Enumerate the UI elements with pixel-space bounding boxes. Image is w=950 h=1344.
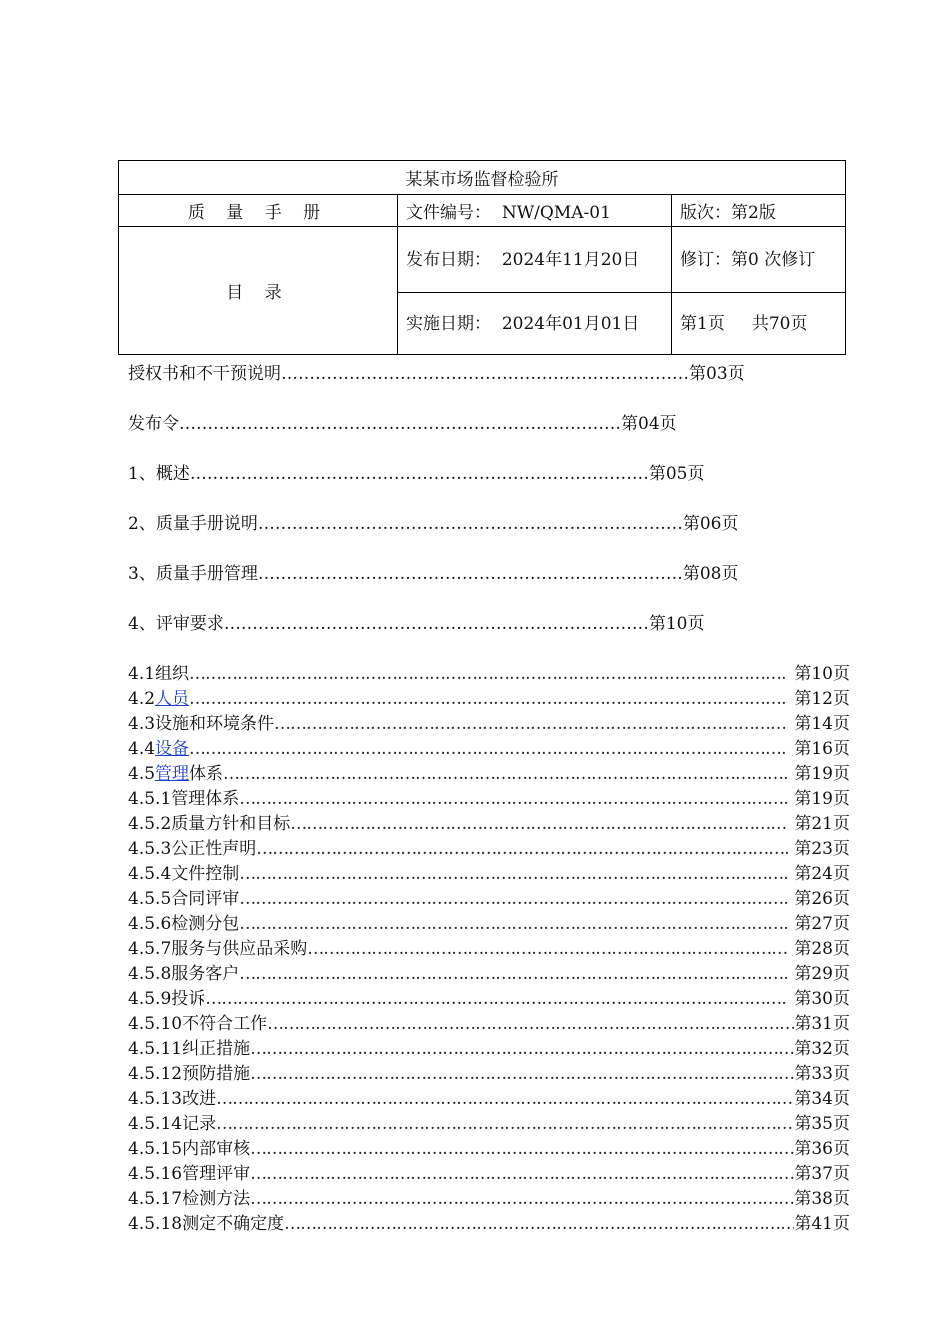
toc-leader — [189, 662, 788, 687]
toc-entry[interactable] — [128, 1137, 850, 1162]
toc-entry-title: 4、评审要求 — [128, 614, 224, 634]
release-date: 2024年11月20日 — [501, 249, 640, 270]
toc-leader — [239, 962, 788, 987]
toc-entry-link[interactable]: 人员 — [155, 689, 190, 709]
toc-leader — [250, 1137, 794, 1162]
table-of-contents — [128, 362, 850, 1237]
toc-entry-page: 第16页 — [794, 739, 850, 759]
toc-entry-page: 第10页 — [648, 614, 705, 634]
edition: 版次：第2版 — [672, 195, 846, 227]
toc-entry-title: 管理体系 — [171, 789, 240, 809]
document-header-table — [118, 160, 846, 355]
toc-entry-page: 第34页 — [794, 1089, 850, 1109]
toc-entry-title: 质量方针和目标 — [171, 814, 291, 834]
toc-entry-title: 投诉 — [171, 989, 206, 1009]
toc-entry-title: 体系 — [189, 764, 224, 784]
toc-leader — [250, 1162, 794, 1187]
toc-entry-title: 合同评审 — [171, 889, 240, 909]
document-number-cell — [398, 195, 672, 227]
toc-entry-title: 检测方法 — [182, 1189, 251, 1209]
toc-entry-number: 4.5.1 — [128, 789, 172, 809]
page-number: 第1页 — [680, 313, 725, 334]
total-pages: 共70页 — [751, 313, 808, 334]
toc-leader — [250, 1037, 794, 1062]
toc-entry-number: 4.1 — [128, 664, 156, 684]
toc-leader — [189, 737, 788, 762]
toc-entry-page: 第08页 — [682, 564, 739, 584]
toc-leader: …………………………………………………………………… — [179, 414, 621, 434]
toc-entry-title: 公正性声明 — [171, 839, 257, 859]
toc-entry-page: 第31页 — [794, 1014, 850, 1034]
toc-entry-page: 第36页 — [794, 1139, 850, 1159]
toc-entry[interactable] — [128, 712, 850, 737]
toc-entry-number: 4.5.14 — [128, 1114, 183, 1134]
toc-entry-page: 第06页 — [682, 514, 739, 534]
toc-entry[interactable] — [128, 512, 850, 562]
toc-entry-number: 4.5 — [128, 764, 156, 784]
toc-entry-number: 4.5.8 — [128, 964, 172, 984]
toc-entry-number: 4.5.16 — [128, 1164, 183, 1184]
toc-entry-title: 组织 — [155, 664, 190, 684]
toc-entry[interactable] — [128, 837, 850, 862]
toc-entry-link[interactable]: 设备 — [155, 739, 190, 759]
toc-leader — [256, 837, 788, 862]
toc-entry-number: 4.5.18 — [128, 1214, 183, 1234]
toc-entry-title: 内部审核 — [182, 1139, 251, 1159]
toc-leader — [216, 1087, 794, 1112]
toc-leader — [239, 912, 788, 937]
organization-name: 某某市场监督检验所 — [119, 161, 846, 195]
document-number-label: 文件编号： — [406, 203, 491, 223]
toc-entry-title: 文件控制 — [171, 864, 240, 884]
toc-entry-number: 4.5.12 — [128, 1064, 183, 1084]
toc-leader — [250, 1062, 794, 1087]
toc-entry[interactable] — [128, 462, 850, 512]
toc-entry-title: 2、质量手册说明 — [128, 514, 258, 534]
toc-leader — [250, 1187, 794, 1212]
effective-date-label: 实施日期： — [406, 313, 491, 334]
toc-leader: ……………………………………………………………………… — [189, 464, 649, 484]
toc-entry[interactable] — [128, 912, 850, 937]
toc-entry-page: 第24页 — [794, 864, 850, 884]
toc-entry-title: 改进 — [182, 1089, 217, 1109]
toc-leader: ……………………………………………………………… — [281, 364, 689, 384]
toc-entry-number: 4.5.17 — [128, 1189, 183, 1209]
toc-entry[interactable] — [128, 937, 850, 962]
toc-entry[interactable] — [128, 1037, 850, 1062]
toc-entry[interactable] — [128, 412, 850, 462]
toc-entry[interactable] — [128, 362, 850, 412]
toc-entry-page: 第05页 — [648, 464, 705, 484]
toc-entry-number: 4.5.13 — [128, 1089, 183, 1109]
toc-entry-number: 4.5.2 — [128, 814, 172, 834]
toc-entry[interactable] — [128, 1162, 850, 1187]
toc-entry[interactable] — [128, 762, 850, 787]
toc-entry-page: 第30页 — [794, 989, 850, 1009]
toc-entry-title: 1、概述 — [128, 464, 190, 484]
effective-date-cell — [398, 293, 672, 355]
toc-entry-title: 设施和环境条件 — [155, 714, 275, 734]
toc-leader — [239, 787, 788, 812]
toc-entry-page: 第10页 — [794, 664, 850, 684]
toc-entry-page: 第21页 — [794, 814, 850, 834]
toc-entry-title: 不符合工作 — [182, 1014, 268, 1034]
toc-leader — [216, 1112, 794, 1137]
toc-entry-number: 4.5.10 — [128, 1014, 183, 1034]
toc-leader — [274, 712, 788, 737]
toc-entry-page: 第33页 — [794, 1064, 850, 1084]
toc-entry-number: 4.5.3 — [128, 839, 172, 859]
toc-entry-title: 服务与供应品采购 — [171, 939, 308, 959]
toc-entry[interactable] — [128, 1062, 850, 1087]
toc-entry-page: 第12页 — [794, 689, 850, 709]
toc-leader — [239, 887, 788, 912]
toc-leader — [205, 987, 788, 1012]
effective-date: 2024年01月01日 — [501, 313, 640, 334]
toc-entry[interactable] — [128, 662, 850, 687]
toc-leader: ………………………………………………………………… — [223, 614, 649, 634]
toc-entry-link[interactable]: 管理 — [155, 764, 190, 784]
toc-entry-page: 第41页 — [794, 1214, 850, 1234]
toc-entry[interactable] — [128, 787, 850, 812]
toc-leader — [284, 1212, 794, 1237]
toc-entry-number: 4.5.7 — [128, 939, 172, 959]
toc-entry-page: 第28页 — [794, 939, 850, 959]
toc-entry-page: 第19页 — [794, 789, 850, 809]
toc-entry-page: 第04页 — [621, 414, 677, 434]
toc-entry-page: 第03页 — [689, 364, 745, 384]
toc-leader — [189, 687, 788, 712]
toc-leader — [223, 762, 788, 787]
toc-entry-title: 纠正措施 — [182, 1039, 251, 1059]
toc-entry-number: 4.5.5 — [128, 889, 172, 909]
toc-entry-page: 第29页 — [794, 964, 850, 984]
toc-entry[interactable] — [128, 1012, 850, 1037]
toc-entry-page: 第35页 — [794, 1114, 850, 1134]
toc-entry-page: 第27页 — [794, 914, 850, 934]
toc-entry-number: 4.2 — [128, 689, 156, 709]
toc-entry-number: 4.3 — [128, 714, 156, 734]
toc-entry-title: 测定不确定度 — [182, 1214, 285, 1234]
toc-entry[interactable] — [128, 1087, 850, 1112]
toc-entry[interactable] — [128, 862, 850, 887]
toc-entry-number: 4.4 — [128, 739, 156, 759]
toc-entry[interactable] — [128, 737, 850, 762]
toc-entry-title: 发布令 — [128, 414, 179, 434]
toc-entry-page: 第32页 — [794, 1039, 850, 1059]
toc-entry[interactable] — [128, 562, 850, 612]
toc-entry[interactable] — [128, 1187, 850, 1212]
toc-leader — [307, 937, 788, 962]
page-info-cell — [672, 293, 846, 355]
toc-entry[interactable] — [128, 1112, 850, 1137]
toc-entry[interactable] — [128, 887, 850, 912]
toc-entry-title: 授权书和不干预说明 — [128, 364, 281, 384]
manual-title: 质 量 手 册 — [119, 195, 398, 227]
toc-leader: ………………………………………………………………… — [257, 514, 683, 534]
toc-entry-number: 4.5.9 — [128, 989, 172, 1009]
toc-entry-page: 第19页 — [794, 764, 850, 784]
document-number: NW/QMA-01 — [501, 203, 611, 223]
toc-entry-title: 服务客户 — [171, 964, 240, 984]
toc-entry-page: 第37页 — [794, 1164, 850, 1184]
toc-entry-number: 4.5.15 — [128, 1139, 183, 1159]
toc-entry-page: 第23页 — [794, 839, 850, 859]
toc-entry-title: 检测分包 — [171, 914, 240, 934]
toc-title: 目 录 — [119, 227, 398, 355]
toc-entry-number: 4.5.11 — [128, 1039, 183, 1059]
toc-entry-number: 4.5.4 — [128, 864, 172, 884]
toc-entry-number: 4.5.6 — [128, 914, 172, 934]
toc-entry-page: 第38页 — [794, 1189, 850, 1209]
toc-leader — [267, 1012, 794, 1037]
toc-entry[interactable] — [128, 812, 850, 837]
release-date-label: 发布日期： — [406, 249, 491, 270]
toc-entry[interactable] — [128, 612, 850, 662]
toc-entry-title: 记录 — [182, 1114, 217, 1134]
toc-entry-title: 预防措施 — [182, 1064, 251, 1084]
toc-entry[interactable] — [128, 962, 850, 987]
toc-entry-page: 第14页 — [794, 714, 850, 734]
toc-leader — [239, 862, 788, 887]
toc-entry[interactable] — [128, 687, 850, 712]
release-date-cell — [398, 227, 672, 293]
toc-entry-page: 第26页 — [794, 889, 850, 909]
toc-entry-title: 管理评审 — [182, 1164, 251, 1184]
toc-entry-title: 3、质量手册管理 — [128, 564, 258, 584]
toc-entry[interactable] — [128, 1212, 850, 1237]
toc-leader: ………………………………………………………………… — [257, 564, 683, 584]
revision: 修订：第0 次修订 — [672, 227, 846, 293]
toc-entry[interactable] — [128, 987, 850, 1012]
toc-leader — [290, 812, 788, 837]
